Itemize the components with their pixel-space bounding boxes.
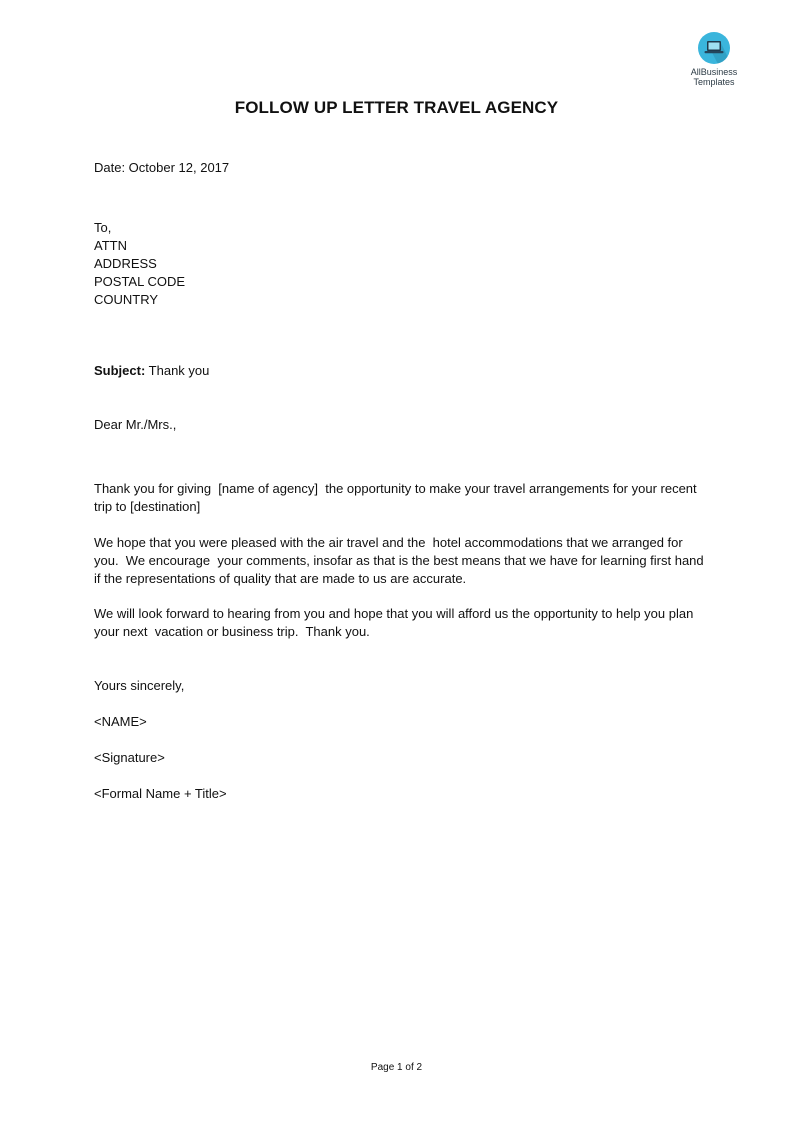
subject-label: Subject: (94, 363, 146, 378)
recipient-postal-code: POSTAL CODE (94, 274, 186, 289)
letter-date: Date: October 12, 2017 (94, 160, 230, 175)
allbusiness-logo (684, 32, 744, 87)
body-paragraph-1: Thank you for giving [name of agency] the opportunity to make your travel arrangements for your recent trip to [destination] (94, 481, 701, 514)
logo-text (678, 67, 750, 87)
salutation: Dear Mr./Mrs., (94, 417, 177, 432)
page-number: Page 1 of 2 (370, 1062, 423, 1073)
signature-placeholder: <Signature> (94, 750, 165, 765)
logo-line-1: AllBusiness (690, 67, 738, 77)
document-title: FOLLOW UP LETTER TRAVEL AGENCY (234, 98, 559, 117)
subject-line (94, 362, 209, 380)
name-placeholder: <NAME> (94, 714, 147, 729)
logo-line-2: Templates (693, 77, 735, 87)
subject-text: Thank you (145, 363, 210, 378)
recipient-country: COUNTRY (94, 292, 159, 307)
recipient-address (94, 219, 185, 309)
recipient-address-line: ADDRESS (94, 256, 157, 271)
laptop-icon (698, 32, 730, 64)
formal-name-placeholder: <Formal Name + Title> (94, 786, 227, 801)
closing: Yours sincerely, (94, 678, 185, 693)
recipient-attn: ATTN (94, 238, 127, 253)
body-paragraph-3: We will look forward to hearing from you and hope that you will afford us the opportunity to help you plan your next vacation or business trip. Thank you. (94, 606, 697, 639)
body-paragraph-2: We hope that you were pleased with the air travel and the hotel accommodations that we arranged for you. We encourage your comments, insofar as that is the best means that we have for learning first hand if the representations of quality that are made to us are accurate. (94, 535, 708, 586)
recipient-to: To, (94, 220, 112, 235)
